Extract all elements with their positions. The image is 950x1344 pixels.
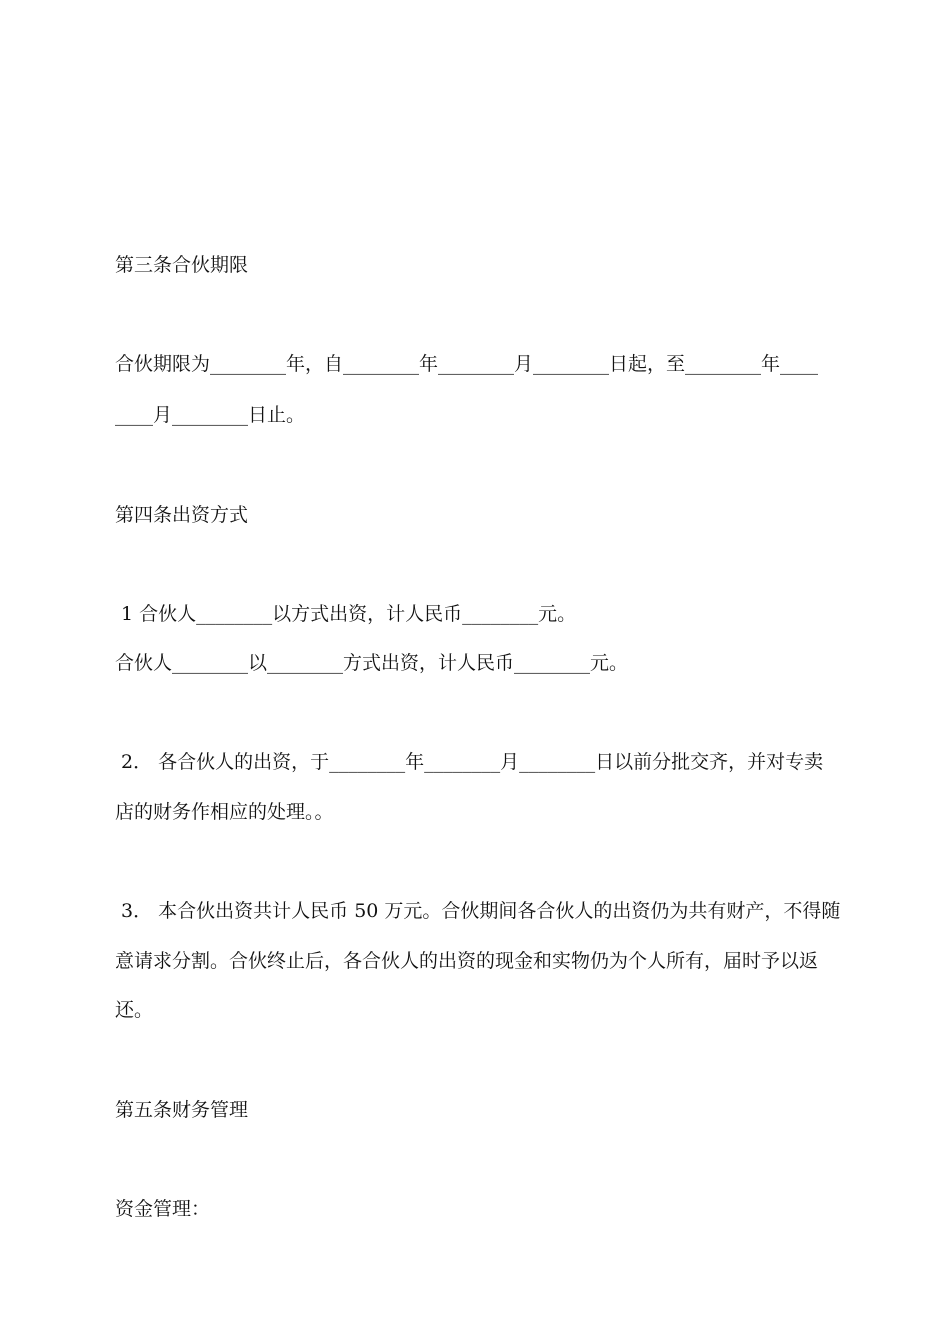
article-4-heading: 第四条出资方式 xyxy=(115,504,249,526)
contribution-item-3-line-2: 意请求分割。合伙终止后，各合伙人的出资的现金和实物仍为个人所有，届时予以返 xyxy=(115,950,819,972)
contribution-item-1-line-1: 1 合伙人________以方式出资，计人民币________元。 xyxy=(115,603,577,625)
article-5-heading: 第五条财务管理 xyxy=(115,1099,249,1121)
fund-management-label: 资金管理： xyxy=(115,1198,211,1220)
contribution-item-2-line-2: 店的财务作相应的处理。。 xyxy=(115,801,334,823)
contribution-item-3-line-3: 还。 xyxy=(115,999,154,1021)
contribution-item-2-line-1: 2． 各合伙人的出资，于________年________月________日以前分批交齐，并对专卖 xyxy=(115,751,824,773)
term-line-1: 合伙期限为________年，自________年________月________日起，至________年____ xyxy=(115,353,819,375)
article-3-heading: 第三条合伙期限 xyxy=(115,254,249,276)
contribution-item-1-line-2: 合伙人________以________方式出资，计人民币________元。 xyxy=(115,652,629,674)
contribution-item-3-line-1: 3． 本合伙出资共计人民币 50 万元。合伙期间各合伙人的出资仍为共有财产，不得随 xyxy=(115,900,841,922)
term-line-2: ____月________日止。 xyxy=(115,404,306,426)
